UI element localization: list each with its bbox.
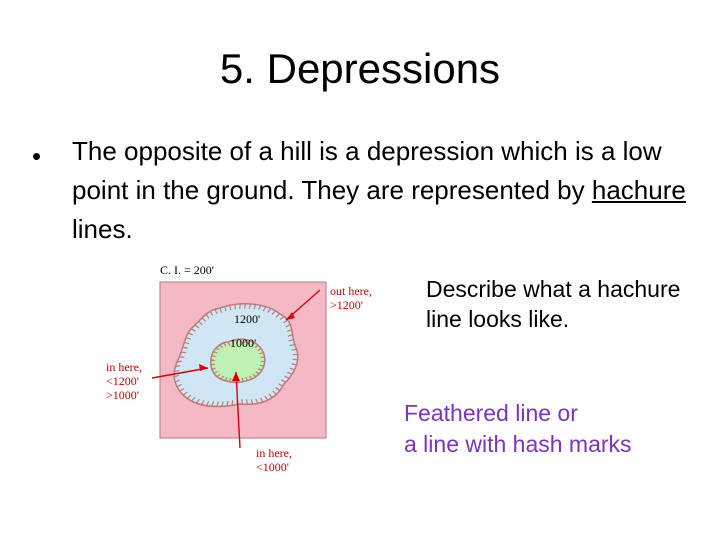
hachure-tick — [211, 364, 215, 365]
in-here-left-line-1: in here, — [106, 360, 142, 374]
out-here-line-2: >1200' — [330, 298, 363, 312]
hachure-tick — [242, 399, 243, 404]
question-text: Describe what a hachure line looks like. — [426, 276, 681, 332]
label-1200: 1200' — [234, 312, 261, 326]
hachure-tick — [227, 401, 228, 406]
in-here-bottom-line-2: <1000' — [256, 460, 289, 474]
hachure-tick — [177, 361, 182, 362]
bullet-text — [72, 132, 712, 249]
out-here-line-1: out here, — [330, 284, 372, 298]
in-here-left-line-3: >1000' — [106, 388, 139, 402]
bullet-text-end: lines. — [72, 214, 133, 244]
bullet-text-start: The opposite of a hill is a depression which is a low point in the ground. They are represented by — [72, 136, 662, 205]
hachure-tick — [260, 365, 264, 366]
hachure-tick — [183, 347, 188, 348]
bullet-marker: • — [32, 141, 42, 171]
answer-text — [404, 398, 720, 460]
in-here-bottom-label — [256, 446, 292, 474]
slide-title: 5. Depressions — [219, 45, 501, 92]
depression-contour-diagram — [100, 260, 400, 480]
contour-interval-label: C. I. = 200' — [160, 263, 214, 277]
answer-line-2: a line with hash marks — [404, 431, 632, 457]
label-1000: 1000' — [230, 336, 257, 350]
hachure-tick — [230, 305, 231, 310]
hachure-keyword: hachure — [591, 175, 686, 205]
in-here-left-line-2: <1200' — [106, 374, 139, 388]
answer-line-1: Feathered line or — [404, 400, 578, 426]
in-here-bottom-line-1: in here, — [256, 446, 292, 460]
in-here-left-label — [106, 360, 142, 402]
hachure-tick — [261, 357, 265, 358]
hachure-tick — [292, 364, 297, 365]
hachure-tick — [290, 345, 295, 346]
out-here-label — [330, 284, 372, 312]
hachure-tick — [212, 356, 216, 357]
